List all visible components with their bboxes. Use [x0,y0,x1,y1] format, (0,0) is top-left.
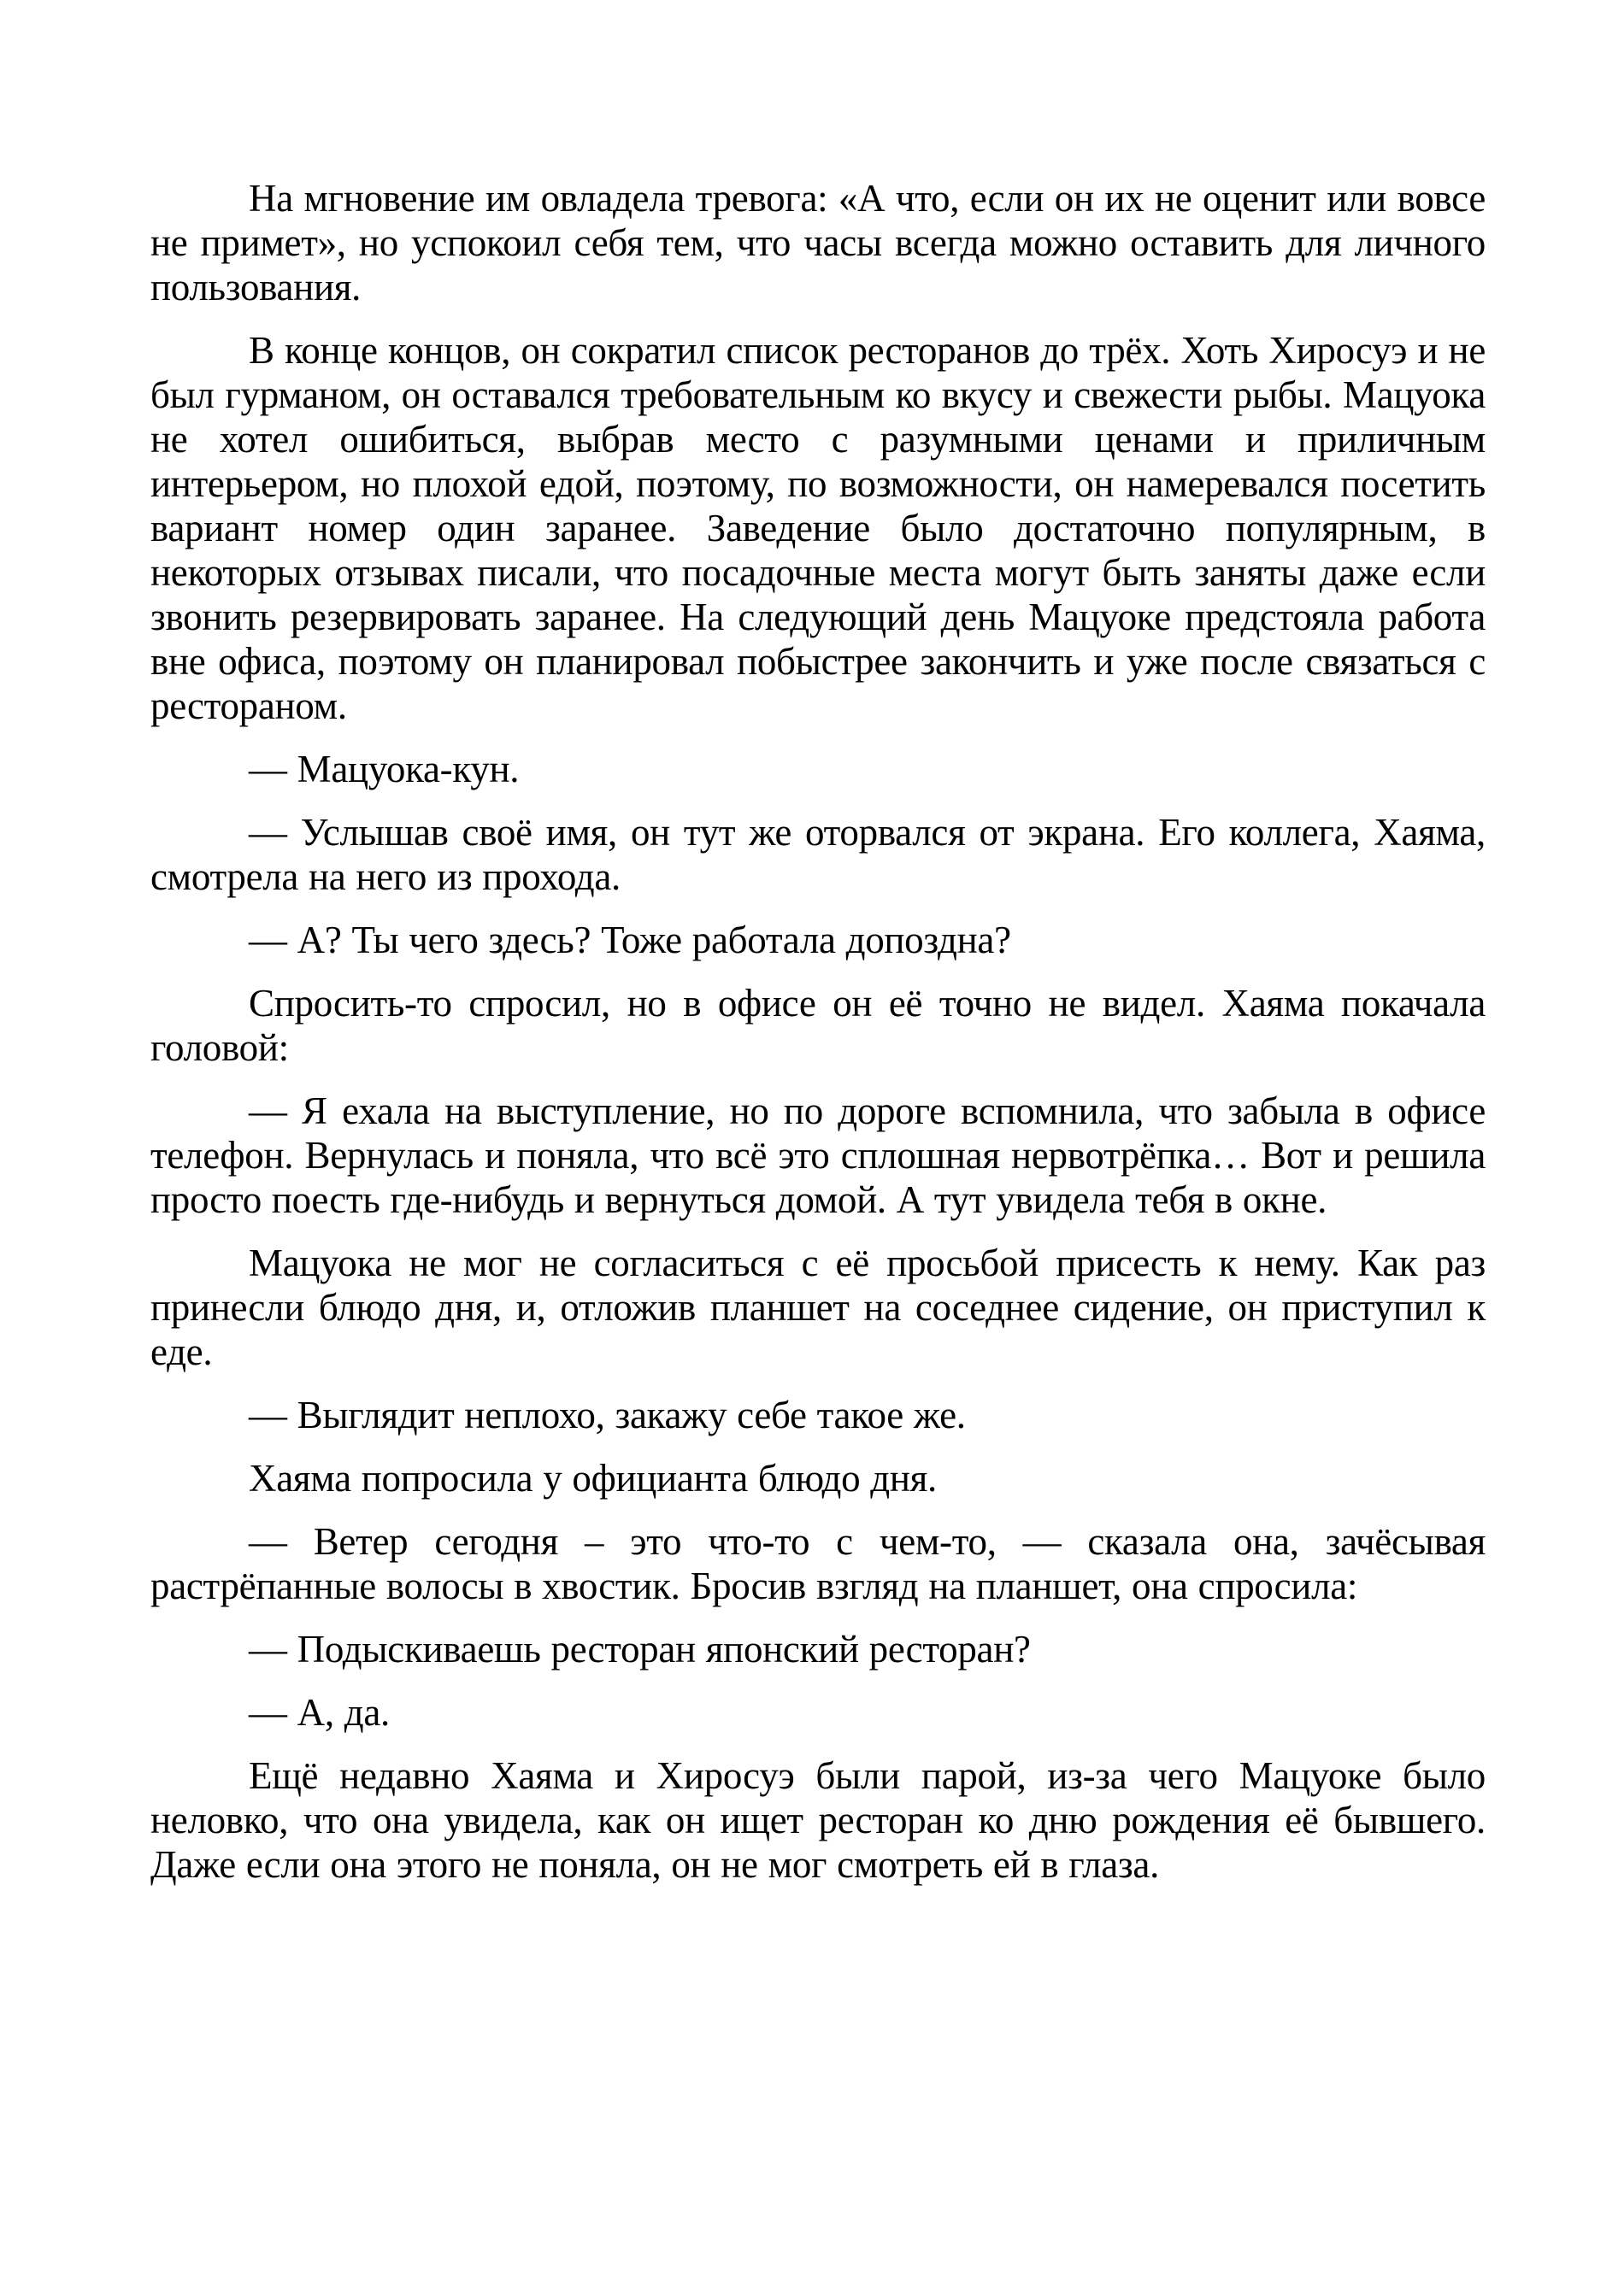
paragraph-narration-3: Спросить-то спросил, но в офисе он её точно не видел. Хаяма покачала головой: [150,982,1486,1069]
paragraph-narration-2: В конце концов, он сократил список ресторанов до трёх. Хоть Хиросуэ и не был гурманом, он оставался требовательным ко вкусу и свежести рыбы. Мацуока не хотел ошибиться, выбрав место с разумными ценами и приличным интерьером, но плохой едой, поэтому, по возможности, он намеревался посетить вариант номер один заранее. Заведение было достаточно популярным, в некоторых отзывах писали, что посадочные места могут быть заняты даже если звонить резервировать заранее. На следующий день Мацуоке предстояла работа вне офиса, поэтому он планировал побыстрее закончить и уже после связаться с рестораном. [150,329,1486,727]
paragraph-narration-6: Ещё недавно Хаяма и Хиросуэ были парой, из-за чего Мацуоке было неловко, что она увидела, как он ищет ресторан ко дню рождения её бывшего. Даже если она этого не поняла, он не мог смотреть ей в глаза. [150,1754,1486,1886]
paragraph-dialogue-7: — Подыскиваешь ресторан японский ресторан? [249,1628,1031,1671]
paragraph-narration-4: Мацуока не мог не согласиться с её просьбой присесть к нему. Как раз принесли блюдо дня, и, отложив планшет на соседнее сидение, он приступил к еде. [150,1242,1486,1373]
paragraph-dialogue-4: — Я ехала на выступление, но по дороге вспомнила, что забыла в офисе телефон. Вернулась и поняла, что всё это сплошная нервотрёпка… Вот и решила просто поесть где-нибудь и вернуться домой. А тут увидела тебя в окне. [150,1089,1486,1221]
paragraph-dialogue-3: — А? Ты чего здесь? Тоже работала допоздна? [249,919,1011,961]
paragraph-dialogue-2: — Услышав своё имя, он тут же оторвался от экрана. Его коллега, Хаяма, смотрела на него из прохода. [150,811,1486,898]
paragraph-dialogue-5: — Выглядит неплохо, закажу себе такое же. [249,1394,966,1436]
paragraph-dialogue-8: — А, да. [249,1691,390,1734]
paragraph-narration-5: Хаяма попросила у официанта блюдо дня. [249,1457,937,1500]
paragraph-dialogue-6: — Ветер сегодня – это что-то с чем-то, — сказала она, зачёсывая растрёпанные волосы в хвостик. Бросив взгляд на планшет, она спросила: [150,1520,1486,1607]
paragraph-dialogue-1: — Мацуока-кун. [249,748,520,790]
text-block [150,176,1486,1887]
paragraph-narration-1: На мгновение им овладела тревога: «А что, если он их не оценит или вовсе не примет», но успокоил себя тем, что часы всегда можно оставить для личного пользования. [150,177,1486,308]
